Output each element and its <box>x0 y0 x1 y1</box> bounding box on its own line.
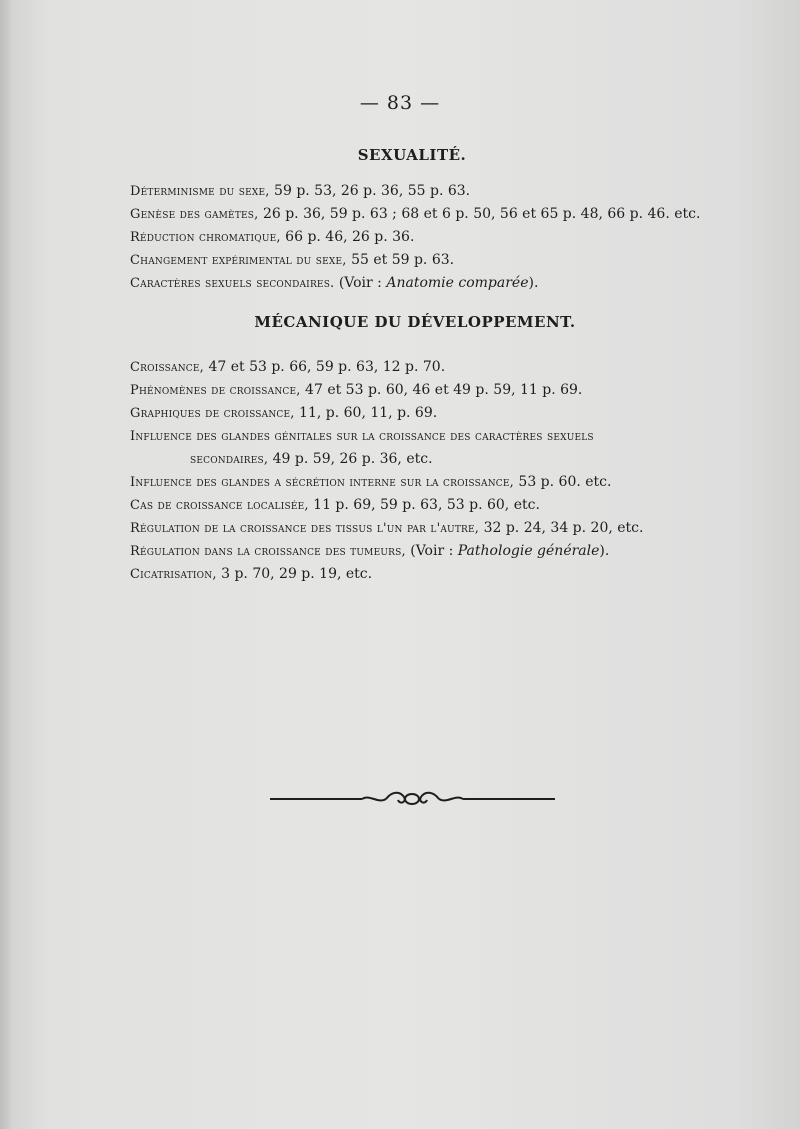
entry-term: Croissance, <box>130 360 204 375</box>
entry-term: Influence des glandes a sécrétion interne sur la croissance, <box>130 475 514 490</box>
entry-refs: 53 p. 60. etc. <box>513 474 612 490</box>
entry-term: Phénomènes de croissance, <box>130 383 301 398</box>
entry-refs: 47 et 53 p. 60, 46 et 49 p. 59, 11 p. 69. <box>300 382 583 398</box>
entry-refs: 11, p. 60, 11, p. 69. <box>294 405 438 421</box>
index-entry <box>130 180 720 203</box>
entry-crossref: Pathologie générale <box>457 543 600 559</box>
entry-refs: 49 p. 59, 26 p. 36, etc. <box>268 451 433 467</box>
entry-term: Caractères sexuels secondaires. <box>130 276 335 291</box>
page-number: — 83 — <box>359 92 441 114</box>
index-entry <box>130 402 720 425</box>
entry-refs-end: ). <box>528 275 539 291</box>
entry-term: Graphiques de croissance, <box>130 406 295 421</box>
index-entry <box>130 203 720 226</box>
entry-refs: 32 p. 24, 34 p. 20, etc. <box>479 520 644 536</box>
index-entry <box>130 356 720 379</box>
entry-refs: (Voir : <box>405 543 458 559</box>
entry-refs: (Voir : <box>334 275 387 291</box>
entry-refs: 3 p. 70, 29 p. 19, etc. <box>216 566 373 582</box>
section-title-sexualite: SEXUALITÉ. <box>357 146 467 164</box>
index-entry <box>130 379 720 402</box>
entry-refs: 59 p. 53, 26 p. 36, 55 p. 63. <box>269 183 471 199</box>
entry-term: secondaires, <box>190 452 269 467</box>
index-entry <box>130 272 720 295</box>
index-entry <box>130 494 720 517</box>
entry-refs: 11 p. 69, 59 p. 63, 53 p. 60, etc. <box>308 497 540 513</box>
index-entry <box>130 226 720 249</box>
entry-term: Déterminisme du sexe, <box>130 184 270 199</box>
index-entry-continuation <box>130 448 720 471</box>
entry-term: Cicatrisation, <box>130 567 217 582</box>
entries-mecanique <box>130 356 720 586</box>
entry-term: Genèse des gamètes, <box>130 207 259 222</box>
index-entry <box>130 471 720 494</box>
index-entry <box>130 563 720 586</box>
entries-sexualite <box>130 180 720 295</box>
entry-crossref: Anatomie comparée <box>386 275 529 291</box>
entry-term: Changement expérimental du sexe, <box>130 253 347 268</box>
index-entry <box>130 540 720 563</box>
index-entry <box>130 249 720 272</box>
section-title-mecanique: MÉCANIQUE DU DÉVELOPPEMENT. <box>254 313 576 331</box>
entry-term: Influence des glandes génitales sur la croissance des caractères sexuels <box>130 429 594 444</box>
entry-term: Cas de croissance localisée, <box>130 498 309 513</box>
index-entry <box>130 425 720 448</box>
entry-refs: 26 p. 36, 59 p. 63 ; 68 et 6 p. 50, 56 et 65 p. 48, 66 p. 46. etc. <box>258 206 701 222</box>
entry-term: Régulation dans la croissance des tumeurs, <box>130 544 406 559</box>
entry-refs: 66 p. 46, 26 p. 36. <box>280 229 415 245</box>
entry-refs-end: ). <box>599 543 610 559</box>
page-edge <box>0 0 14 1129</box>
entry-refs: 47 et 53 p. 66, 59 p. 63, 12 p. 70. <box>204 359 446 375</box>
entry-term: Régulation de la croissance des tissus l'un par l'autre, <box>130 521 480 536</box>
decorative-rule-ornament <box>270 785 555 813</box>
entry-term: Réduction chromatique, <box>130 230 281 245</box>
entry-refs: 55 et 59 p. 63. <box>346 252 455 268</box>
index-entry <box>130 517 720 540</box>
